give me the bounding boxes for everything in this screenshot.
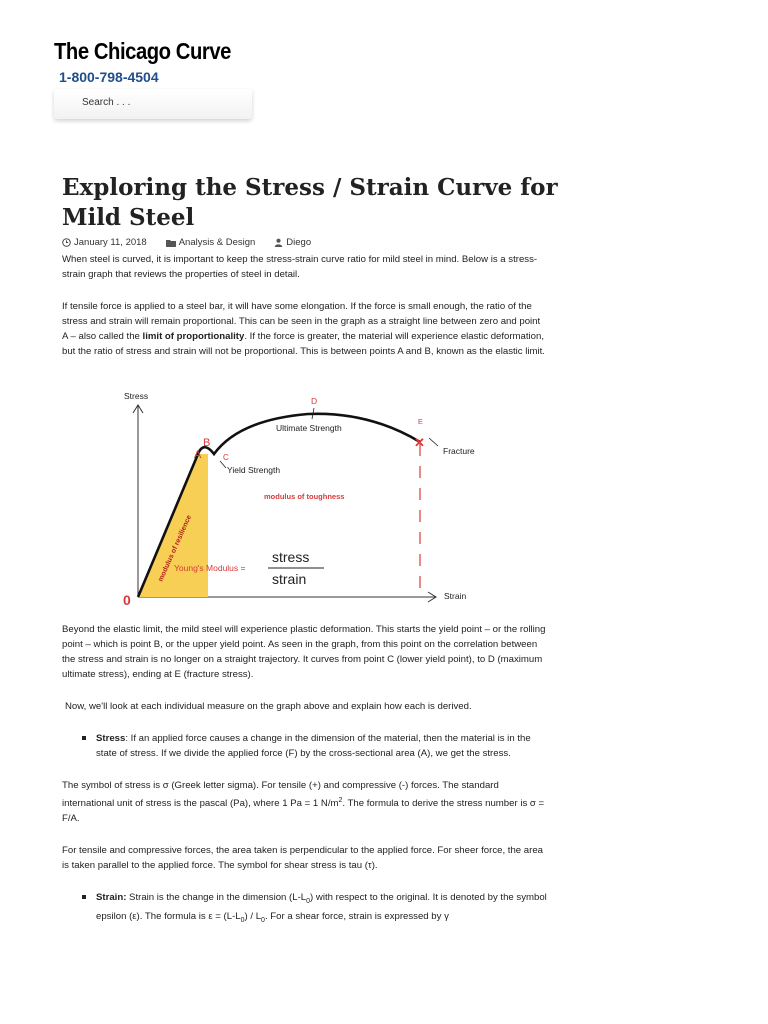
fracture-leader-line — [429, 438, 438, 446]
search-input[interactable] — [82, 97, 242, 108]
modulus-toughness-label: modulus of toughness — [264, 492, 345, 501]
youngs-modulus-label: Young's Modulus = — [174, 563, 246, 573]
fraction-denominator: strain — [272, 571, 307, 587]
point-c-label: C — [223, 453, 229, 462]
paragraph-plastic: Beyond the elastic limit, the mild steel will experience plastic deformation. This starts the yield point – or the rolling point – which is point B, or the upper yield point. As seen in the graph, from this point on the correlation between the stress and strain is no longer on a straight trajectory. It curves from point C (lower yield point), to D (maximum ultimate stress), ending at E (fracture stress). — [62, 624, 546, 680]
paragraph-tensile: If tensile force is applied to a steel bar, it will have some elongation. If the force is small enough, the ratio of the stress and strain will remain proportional. This can be seen in the graph as a straight line between zero and point A – also called the limit of proportionality. If the force is greater, the material will experience elastic deformation, but the ratio of stress and strain will not be proportional. This is between points A and B, known as the elastic limit. — [62, 301, 545, 357]
post-title: Exploring the Stress / Strain Curve for Mild Steel — [62, 174, 558, 231]
x-axis-label: Strain — [444, 591, 467, 601]
ultimate-strength-label: Ultimate Strength — [276, 423, 342, 433]
site-title[interactable]: The Chicago Curve — [54, 38, 231, 64]
fracture-marker: ✕ — [414, 435, 425, 450]
post-date[interactable] — [62, 237, 147, 248]
stress-list — [62, 731, 547, 761]
post-category-text: Analysis & Design — [178, 237, 256, 248]
list-item: Strain: Strain is the change in the dimension $(L-L_0)$ with respect to the original. It is denoted by the symbol epsilon (ε). The formula is $\varepsilon = (L-L_0) / L_0$. For a shear force, strain is expressed by γ — [82, 890, 547, 928]
yield-strength-label: Yield Strength — [227, 465, 281, 475]
post-category[interactable] — [166, 237, 256, 248]
paragraph-symbol: The symbol of stress is σ (Greek letter sigma). For tensile (+) and compressive (-) forces. The standard international unit of stress is the pascal (Pa), where 1 Pa = 1 $N/m^2$. The formula to derive the stress number is σ = F/A. — [62, 780, 545, 825]
yield-leader-line — [220, 461, 226, 468]
search-box[interactable] — [54, 89, 252, 119]
strain-list — [62, 890, 547, 928]
stress-term: Stress — [96, 733, 126, 744]
strain-term: Strain: — [96, 892, 127, 904]
post-content — [62, 252, 547, 945]
point-e-label: E — [418, 419, 423, 426]
fraction-numerator: stress — [272, 549, 310, 565]
modulus-resilience-label: modulus of resilience — [157, 514, 194, 583]
clock-icon — [62, 238, 71, 247]
y-axis-label: Stress — [124, 391, 149, 401]
user-icon — [274, 238, 283, 247]
resilience-area — [138, 454, 208, 597]
post-date-text: January 11, 2018 — [74, 237, 147, 248]
point-d-label: D — [311, 396, 318, 406]
point-b-label: B — [203, 437, 211, 449]
stress-strain-diagram — [118, 384, 475, 608]
paragraph-intro: When steel is curved, it is important to keep the stress-strain curve ratio for mild steel in mind. Below is a stress-strain graph that reviews the properties of steel in detail. — [62, 254, 538, 280]
paragraph-area: For tensile and compressive forces, the area taken is perpendicular to the applied force. For sheer force, the area is taken parallel to the applied force. The symbol for shear stress is tau (τ). — [62, 845, 544, 872]
post-author-text: Diego — [286, 237, 312, 248]
post-meta — [62, 237, 330, 248]
paragraph-now: Now, we'll look at each individual measure on the graph above and explain how each is derived. — [65, 701, 472, 712]
origin-label: 0 — [123, 592, 131, 608]
phone-number[interactable]: 1-800-798-4504 — [59, 69, 159, 85]
list-item: Stress: If an applied force causes a change in the dimension of the material, then the material is in the state of stress. If we divide the applied force (F) by the cross-sectional area (A), we get the stress. — [82, 731, 547, 761]
post-author[interactable] — [274, 237, 311, 248]
limit-proportionality-term: limit of proportionality — [142, 331, 245, 342]
fracture-label: Fracture — [443, 446, 475, 456]
point-a-label: A — [194, 449, 202, 461]
folder-icon — [166, 239, 176, 247]
